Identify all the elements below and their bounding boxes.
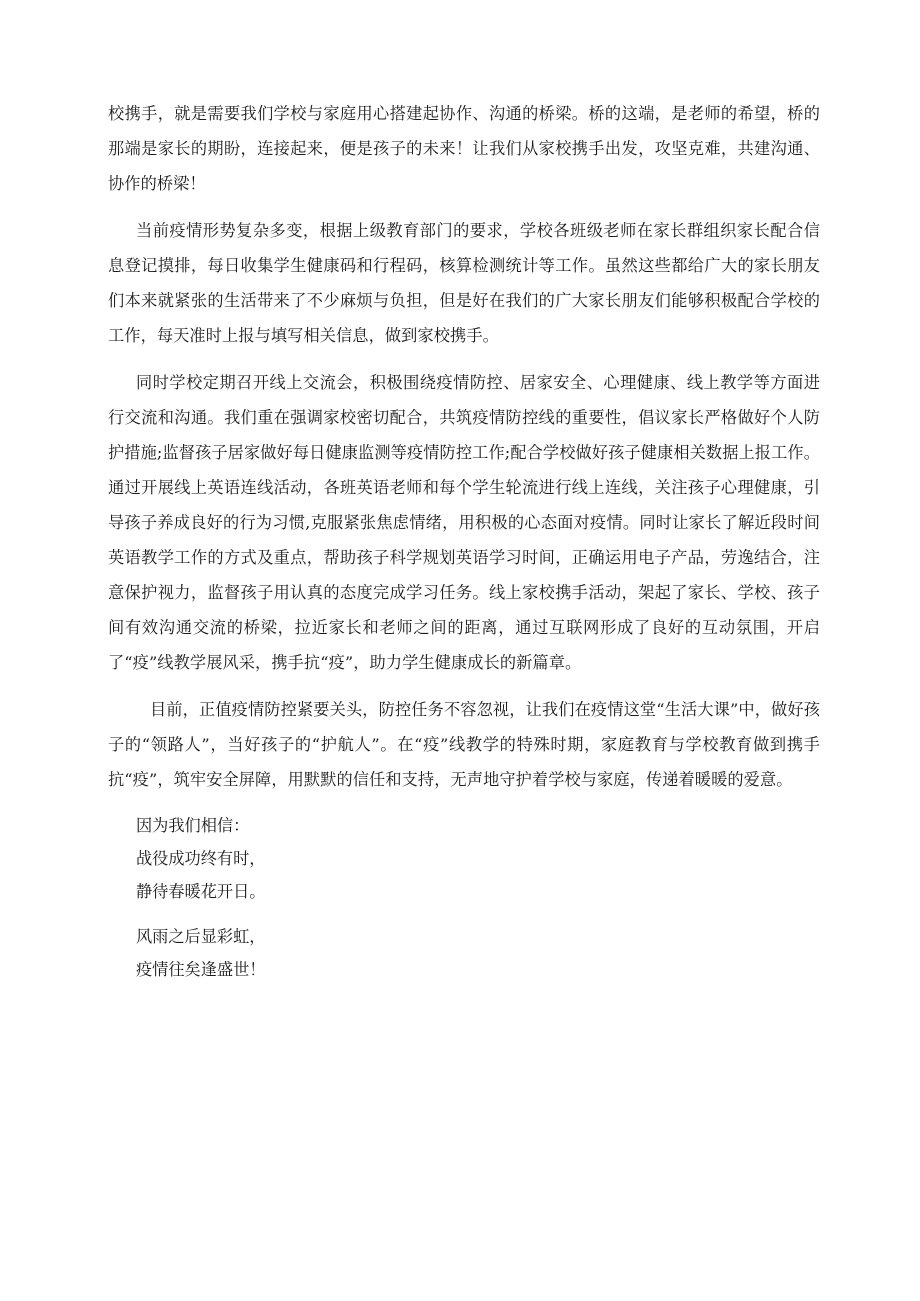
poem-stanza-1: [108, 809, 820, 908]
poem-line: 战役成功终有时，: [136, 849, 266, 868]
paragraph-3: 同时学校定期召开线上交流会，积极围绕疫情防控、居家安全、心理健康、线上教学等方面进行交流和沟通。我们重在强调家校密切配合，共筑疫情防控线的重要性，倡议家长严格做好个人防护措施;监督孩子居家做好每日健康监测等疫情防控工作;配合学校做好孩子健康相关数据上报工作。通过开展线上英语连线活动，各班英语老师和每个学生轮流进行线上连线，关注孩子心理健康，引导孩子养成良好的行为习惯,克服紧张焦虑情绪，用积极的心态面对疫情。同时让家长了解近段时间英语教学工作的方式及重点，帮助孩子科学规划英语学习时间，正确运用电子产品，劳逸结合，注意保护视力，监督孩子用认真的态度完成学习任务。线上家校携手活动，架起了家长、学校、孩子间有效沟通交流的桥梁，拉近家长和老师之间的距离，通过互联网形成了良好的互动氛围，开启了“疫”线教学展风采，携手抗“疫”，助力学生健康成长的新篇章。: [108, 373, 820, 672]
poem-line: 因为我们相信：: [136, 816, 250, 835]
poem-stanza-2: [108, 920, 820, 986]
poem-line: 风雨之后显彩虹，: [136, 927, 266, 946]
poem-line: 疫情往矣逢盛世！: [136, 960, 266, 979]
paragraph-4: 目前，正值疫情防控紧要关头，防控任务不容忽视，让我们在疫情这堂“生活大课”中，做好孩子的“领路人”，当好孩子的“护航人”。在“疫”线教学的特殊时期，家庭教育与学校教育做到携手抗“疫”，筑牢安全屏障，用默默的信任和支持，无声地守护着学校与家庭，传递着暖暖的爱意。: [108, 700, 820, 789]
paragraph-1: 校携手，就是需要我们学校与家庭用心搭建起协作、沟通的桥梁。桥的这端，是老师的希望，桥的那端是家长的期盼，连接起来，便是孩子的未来！让我们从家校携手出发，攻坚克难，共建沟通、协作的桥梁！: [108, 104, 820, 193]
document-page: [108, 96, 820, 998]
poem-line: 静待春暖花开日。: [136, 882, 266, 901]
paragraph-2: 当前疫情形势复杂多变，根据上级教育部门的要求，学校各班级老师在家长群组织家长配合信息登记摸排，每日收集学生健康码和行程码，核算检测统计等工作。虽然这些都给广大的家长朋友们本来就紧张的生活带来了不少麻烦与负担，但是好在我们的广大家长朋友们能够积极配合学校的工作，每天准时上报与填写相关信息，做到家校携手。: [108, 221, 820, 345]
